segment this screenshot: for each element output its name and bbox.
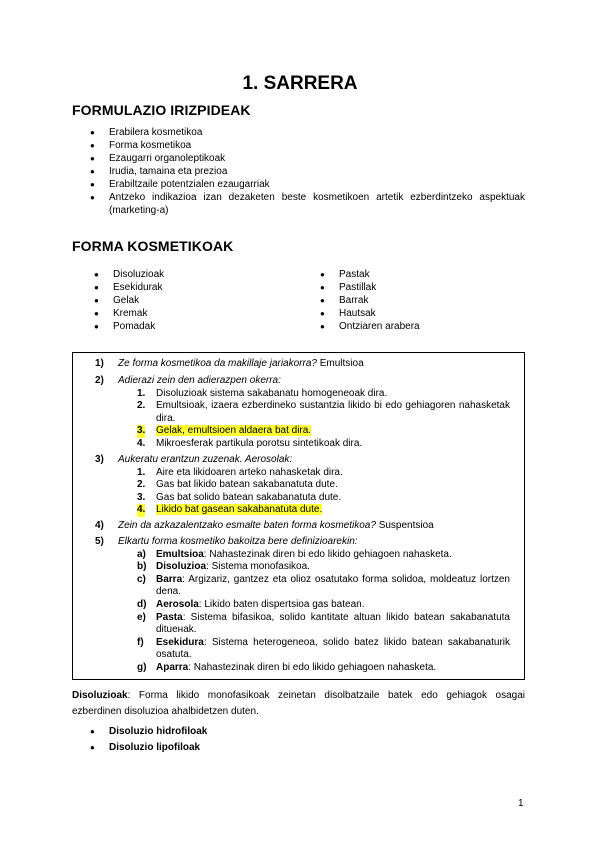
- definition-item: e) Pasta: Sistema bifasikoa, solido kantitate altuan likido batean sakabanatuta ditueнak.: [137, 611, 510, 636]
- disoluzioak-paragraph: [72, 688, 525, 720]
- question-1: [95, 358, 510, 371]
- options-list: [137, 467, 510, 517]
- list-item: ● Barrak: [339, 294, 519, 307]
- list-item: ● Disoluzio hidrofiloak: [109, 724, 207, 740]
- list-item: ● Irudia, tamaina eta prezioa: [109, 165, 525, 178]
- question-text: Aukeratu erantzun zuzenak. Aerosolak:: [118, 454, 293, 465]
- option-item-highlighted: 3. Gelak, emultsioen aldaera bat dira.: [137, 425, 312, 437]
- question-3: [95, 454, 510, 517]
- list-item: ● Ontziaren arabera: [339, 320, 519, 333]
- definition-item: d) Aerosola: Likido baten dispertsioa gas batean.: [137, 598, 365, 610]
- list-item: ● Kremak: [113, 307, 293, 320]
- option-item: 1. Aire eta likidoaren arteko nahasketak dira.: [137, 466, 343, 478]
- definition-item: f) Esekidura: Sistema heterogeneoa, solido batez likido batean sakabanaturik osatuta.: [137, 636, 510, 661]
- question-4: [95, 520, 510, 533]
- list-item: ● Disoluzioak: [113, 268, 293, 281]
- definition-item: c) Barra: Argizariz, gantzez eta olioz osatutako forma solidoa, moldeatuz lortzen dena.: [137, 573, 510, 598]
- definition-text: : Forma likido monofasikoak zeinetan disolbatzaile batek edo gehiagok osagai ezberdinen disoluzioa ahalbidetzen duten.: [72, 690, 525, 717]
- question-text: Zein da azkazalentzako esmalte baten forma kosmetikoa?: [118, 520, 376, 531]
- list-item: ● Hautsak: [339, 307, 519, 320]
- list-item: ● Ezaugarri organoleptikoak: [109, 152, 525, 165]
- forma-list-right: [339, 268, 519, 333]
- forma-list-left: [113, 268, 293, 333]
- question-number: 2): [95, 375, 104, 386]
- definition-item: g) Aparra: Nahastezinak diren bi edo likido gehiagoen nahasketa.: [137, 661, 437, 673]
- question-5: [95, 536, 510, 675]
- list-item: ● Pomadak: [113, 320, 293, 333]
- list-item: ● Erabiltzaile potentzialen ezaugarriak: [109, 178, 525, 191]
- question-answer: Suspentsioa: [375, 520, 434, 531]
- formulazio-list: [109, 126, 525, 217]
- disoluzio-types-list: [109, 724, 207, 756]
- option-item: 1. Disoluzioak sistema sakabanatu homogeneoak dira.: [137, 387, 388, 399]
- options-list: [137, 388, 510, 451]
- option-item: 3. Gas bat solido batean sakabanatuta dute.: [137, 491, 342, 503]
- question-text: Adierazi zein den adierazpen okerra:: [118, 375, 281, 386]
- option-item: 4. Mikroesferak partikula porotsu sintetikoak dira.: [137, 437, 363, 449]
- definition-item: a) Emultsioa: Nahastezinak diren bi edo likido gehiagoen nahasketa.: [137, 548, 452, 560]
- option-item: 2. Emultsioak, izaera ezberdineko sustantzia likido bi edo gehiagoren nahasketak dira.: [137, 400, 510, 424]
- page-number: 1: [518, 798, 524, 809]
- question-text: Elkartu forma kosmetiko bakoitza bere definizioarekin:: [118, 536, 358, 547]
- page-title: 1. SARRERA: [242, 73, 358, 94]
- list-item: ● Erabilera kosmetikoa: [109, 126, 525, 139]
- question-number: 5): [95, 536, 104, 547]
- definitions-list: [137, 549, 510, 675]
- section-heading-forma: FORMA KOSMETIKOAK: [72, 238, 234, 254]
- option-item: 2. Gas bat likido batean sakabanatuta dute.: [137, 479, 338, 491]
- question-2: [95, 375, 510, 451]
- list-item: ● Forma kosmetikoa: [109, 139, 525, 152]
- question-text: Ze forma kosmetikoa da makillaje jariakorra?: [118, 358, 317, 369]
- list-item: ● Gelak: [113, 294, 293, 307]
- section-heading-formulazio: FORMULAZIO IRIZPIDEAK: [72, 102, 251, 118]
- term: Disoluzioak: [72, 690, 128, 701]
- option-item-highlighted: 4. Likido bat gasean sakabanatuta dute.: [137, 504, 323, 516]
- list-item: ● Pastak: [339, 268, 519, 281]
- quiz-box: [72, 352, 525, 680]
- question-number: 1): [95, 358, 104, 369]
- list-item: ● Disoluzio lipofiloak: [109, 740, 207, 756]
- question-answer: Emultsioa: [316, 358, 364, 369]
- question-number: 4): [95, 520, 104, 531]
- list-item: ● Antzeko indikazioa izan dezaketen beste kosmetikoen artetik ezberdintzeko aspektuak (marketing-a): [109, 191, 525, 217]
- list-item: ● Esekidurak: [113, 281, 293, 294]
- definition-item: b) Disoluzioa: Sistema monofasikoa.: [137, 561, 310, 573]
- list-item: ● Pastillak: [339, 281, 519, 294]
- question-number: 3): [95, 454, 104, 465]
